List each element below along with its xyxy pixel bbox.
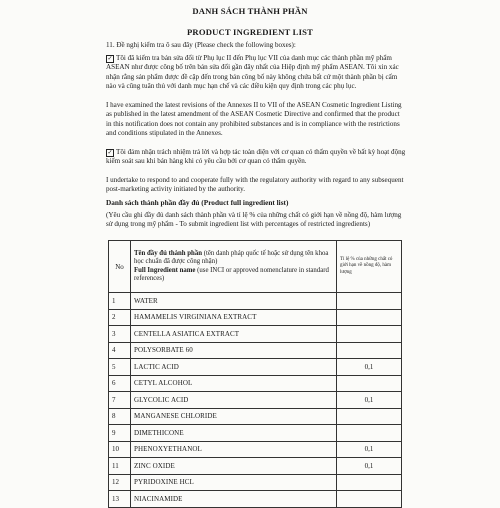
restricted-percentage <box>337 293 402 310</box>
restricted-percentage: 0,1 <box>337 458 402 475</box>
section-11-instruction: 11. Đề nghị kiểm tra ô sau đây (Please check the following boxes): <box>106 41 296 49</box>
ingredient-name: WATER <box>131 293 337 310</box>
ingredient-name: LACTIC ACID <box>131 359 337 376</box>
declaration-checkbox-1 <box>106 54 406 92</box>
ingredient-name: NIACINAMIDE <box>131 491 337 508</box>
table-row <box>109 342 402 359</box>
restricted-percentage <box>337 425 402 442</box>
row-number: 6 <box>109 375 131 392</box>
ingredient-name: POLYSORBATE 60 <box>131 342 337 359</box>
table-row <box>109 309 402 326</box>
full-list-note: (Yêu cầu ghi đầy đủ danh sách thành phần và tỉ lệ % của những chất có giới hạn về nồng độ, hàm lượng sử dụng trong mỹ phẩm - To submit ingredient list with percentages of restricted ingredients) <box>106 211 402 229</box>
table-row <box>109 441 402 458</box>
row-number: 4 <box>109 342 131 359</box>
row-number: 7 <box>109 392 131 409</box>
restricted-percentage <box>337 342 402 359</box>
ingredient-name: PHENOXYETHANOL <box>131 441 337 458</box>
table-row <box>109 293 402 310</box>
table-row <box>109 458 402 475</box>
table-row <box>109 375 402 392</box>
restricted-percentage <box>337 309 402 326</box>
row-number: 1 <box>109 293 131 310</box>
table-row <box>109 326 402 343</box>
column-header-name-vi-detail: (tên danh pháp quốc tế hoặc sử dụng tên khoa học chuẩn đã được công nhận) <box>134 249 329 266</box>
row-number: 5 <box>109 359 131 376</box>
ingredient-name: CETYL ALCOHOL <box>131 375 337 392</box>
ingredient-name: CENTELLA ASIATICA EXTRACT <box>131 326 337 343</box>
ingredient-name: ZINC OXIDE <box>131 458 337 475</box>
row-number: 3 <box>109 326 131 343</box>
column-header-limit: Tỉ lệ % của những chất có giới hạn về nồng độ, hàm lượng <box>337 241 402 293</box>
column-header-name-en-detail: (use INCI or approved nomenclature in standard references) <box>134 266 329 282</box>
title-english: PRODUCT INGREDIENT LIST <box>186 27 314 37</box>
row-number: 10 <box>109 441 131 458</box>
table-row <box>109 392 402 409</box>
row-number: 8 <box>109 408 131 425</box>
table-row <box>109 425 402 442</box>
ingredient-name: MANGANESE CHLORIDE <box>131 408 337 425</box>
row-number: 13 <box>109 491 131 508</box>
column-header-name <box>131 241 337 293</box>
restricted-percentage <box>337 474 402 491</box>
checked-box-icon: ✓ <box>107 56 113 62</box>
row-number: 2 <box>109 309 131 326</box>
restricted-percentage: 0,1 <box>337 359 402 376</box>
ingredient-name: DIMETHICONE <box>131 425 337 442</box>
table-row <box>109 474 402 491</box>
declaration-english-1: I have examined the latest revisions of the Annexes II to VII of the ASEAN Cosmetic Ingredient Listing as published in the latest amendment of the ASEAN Cosmetic Directive and confirmed that the product in this notification does not contain any prohibited substances and is in compliance with the restrictions and conditions stipulated in the Annexes. <box>106 101 402 138</box>
title-vietnamese: DANH SÁCH THÀNH PHẦN <box>192 6 308 16</box>
restricted-percentage <box>337 408 402 425</box>
ingredient-name: GLYCOLIC ACID <box>131 392 337 409</box>
column-header-name-en: Full Ingredient name <box>134 266 196 274</box>
table-row <box>109 359 402 376</box>
restricted-percentage: 0,1 <box>337 392 402 409</box>
table-row <box>109 408 402 425</box>
ingredient-name: HAMAMELIS VIRGINIANA EXTRACT <box>131 309 337 326</box>
declaration-checkbox-2 <box>106 148 406 167</box>
column-header-name-vi: Tên đầy đủ thành phần <box>134 249 203 257</box>
full-list-heading: Danh sách thành phần đầy đủ (Product full ingredient list) <box>106 198 289 207</box>
row-number: 9 <box>109 425 131 442</box>
table-row <box>109 491 402 508</box>
column-header-no: No <box>109 241 131 293</box>
restricted-percentage <box>337 326 402 343</box>
ingredient-table <box>108 240 402 508</box>
ingredient-name: PYRIDOXINE HCL <box>131 474 337 491</box>
row-number: 12 <box>109 474 131 491</box>
restricted-percentage: 0,1 <box>337 441 402 458</box>
declaration-text-1: Tôi đã kiểm tra bản sửa đổi từ Phụ lục II đến Phụ lục VII của danh mục các thành phần mỹ phẩm ASEAN như được công bố trên bản sửa đổi gần đây nhất của Hiệp định mỹ phẩm ASEAN. Tôi xin xác nhận rằng sản phẩm được đề cập đến trong bản công bố này không chứa bất cứ một thành phần bị cấm nào và cũng tuân thủ với danh mục hạn chế và các điều kiện quy định trong các phụ lục. <box>106 54 399 91</box>
table-header-row <box>109 241 402 293</box>
row-number: 11 <box>109 458 131 475</box>
declaration-english-2: I undertake to respond to and cooperate fully with the regulatory authority with regard to any subsequent post-marketing activity initiated by the authority. <box>106 176 404 194</box>
declaration-text-2: Tôi đảm nhận trách nhiệm trả lời và hợp tác toàn diện với cơ quan có thẩm quyền về bất kỳ hoạt động kiểm soát sau khi bán hàng khi có yêu cầu bởi cơ quan có thẩm quyền. <box>106 148 406 166</box>
restricted-percentage <box>337 375 402 392</box>
restricted-percentage <box>337 491 402 508</box>
checked-box-icon: ✓ <box>107 150 113 156</box>
